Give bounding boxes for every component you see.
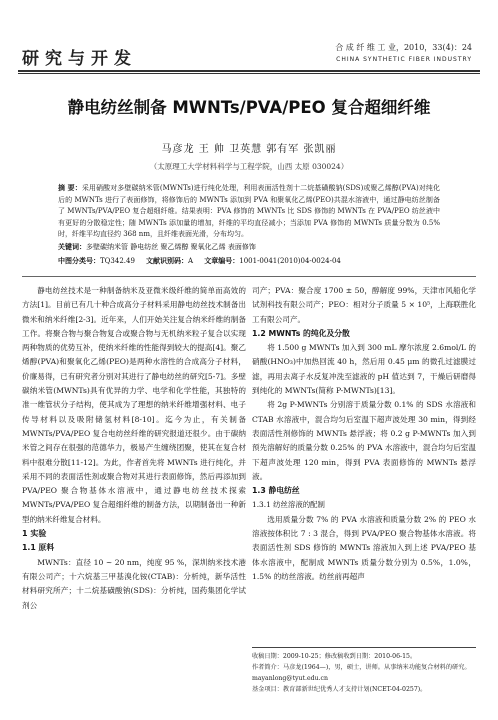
- journal-en: CHINA SYNTHETIC FIBER INDUSTRY: [336, 56, 472, 63]
- purification-paragraph-1: 将 1.500 g MWNTs 加入到 300 mL 摩尔浓度 2.6mol/L 的硝酸(HNO₃)中加热回流 40 h，然后用 0.45 μm 的微孔过滤膜过滤，再用去离子水反复冲洗至滤液的 pH 值达到 7，干燥后研磨得到纯化的 MWNTs(简称 P-MWNTs)[13]。: [252, 343, 476, 396]
- journal-info: [335, 42, 472, 66]
- footnote-received: 收稿日期：2009-10-25；修改稿收到日期：2010-06-15。: [252, 653, 417, 660]
- header-rule-thin: [18, 73, 480, 74]
- keywords-text: 多壁碳纳米管 静电纺丝 聚乙烯醇 聚氧化乙烯 表面修饰: [86, 243, 256, 251]
- abstract-label: 摘 要：: [58, 184, 82, 192]
- footnote: [252, 647, 476, 695]
- heading-experiment: 1 实验: [22, 529, 47, 539]
- abstract: [58, 183, 440, 241]
- left-column: [22, 284, 246, 613]
- paper-title: 静电纺丝制备 MWNTs/PVA/PEO 复合超细纤维: [67, 98, 431, 117]
- journal-cn: 合 成 纤 维 工 业，2010，33(4)：24: [335, 43, 472, 52]
- authors: 马彦龙 王 帅 卫英慧 郭有军 张凯丽: [161, 144, 337, 155]
- classification: [58, 256, 440, 266]
- heading-electrospinning: 1.3 静电纺丝: [252, 486, 300, 496]
- abstract-text: 采用硝酸对多壁碳纳米管(MWNTs)进行纯化处理，利用表面活性剂十二烷基磺酸钠(SDS)或聚乙烯醇(PVA)对纯化后的 MWNTs 进行了表面修饰，将修饰后的 MWNTs 添加到 PVA 和聚氧化乙烯(PEO)共混水溶液中，通过静电纺丝制备了 MWNTs/PVA/PEO 复合超细纤维。结果表明：PVA 修饰的 MWNTs 比 SDS 修饰的 MWNTs 在 PVA/PEO 纺丝液中有更好的分散稳定性；随 MWNTs 添加量的增加，纤维的平均直径减小；当添加 PVA 修饰的 MWNTs 质量分数为 0.5%时，纤维平均直径约 368 nm，且纤维表面光滑，分布均匀。: [58, 184, 440, 239]
- id-label: 文章编号：: [204, 257, 240, 265]
- solution-paragraph: 选用质量分数 7% 的 PVA 水溶液和质量分数 2% 的 PEO 水溶液按体积比 7 : 3 混合，得到 PVA/PEO 聚合物基体水溶液。将表面活性剂 SDS 修饰的 MWNTs 溶液加入到上述 PVA/PEO 基体水溶液中，配制成 MWNTs 质量分数分别为 0.5%，1.0%，1.5% 的纺丝溶液。纺丝前再超声: [252, 514, 476, 581]
- materials-continued: 司产；PVA：聚合度 1700 ± 50，醇解度 99%，天津市风船化学试剂科技有限公司产；PEO：相对分子质量 5 × 10⁵，上海联胜化工有限公司产。: [252, 286, 476, 324]
- purification-paragraph-2: 将 2g P-MWNTs 分别溶于质量分数 0.1% 的 SDS 水溶液和 CTAB 水溶液中，混合均匀后室温下超声波处理 30 min，得到经表面活性剂修饰的 MWNTs 悬浮液；将 0.2 g P-MWNTs 加入到预先溶解好的质量分数 0.25% 的 PVA 水溶液中，混合均匀后室温下超声波处理 120 min，得到 PVA 表面修饰的 MWNTs 悬浮液。: [252, 400, 476, 481]
- keywords: [58, 242, 440, 253]
- header-rule: [18, 70, 480, 72]
- clc-label: 中图分类号：: [58, 257, 100, 265]
- id-value: 1001-0041(2010)04-0024-04: [239, 257, 341, 265]
- affiliation: （太原理工大学材料科学与工程学院，山西 太原 030024）: [149, 162, 349, 171]
- materials-paragraph: MWNTs：直径 10 ~ 20 nm，纯度 95 %，深圳纳米技术港有限公司产；十六烷基三甲基溴化铵(CTAB)：分析纯，新华活性材料研究所产；十二烷基磺酸钠(SDS)：分析纯，国药集团化学试剂公: [22, 557, 246, 610]
- footnote-fund: 基金项目：教育部新世纪优秀人才支持计划(NCET-04-0257)。: [252, 686, 427, 693]
- footnote-author: 作者简介：马彦龙(1964—)，男，硕士，讲师。从事纳米功能复合材料的研究。mayanlong@tyut.edu.cn: [252, 664, 471, 682]
- doc-label: 文献识别码：: [146, 257, 189, 265]
- clc-value: TQ342.49: [100, 257, 135, 265]
- doc-value: A: [188, 257, 194, 265]
- right-column: [252, 284, 476, 584]
- keywords-label: 关键词：: [58, 243, 86, 251]
- section-tag: 研究与开发: [22, 49, 137, 69]
- heading-solution-prep: 1.3.1 纺丝溶液的配制: [252, 500, 325, 510]
- heading-purification: 1.2 MWNTs 的纯化及分散: [252, 328, 350, 338]
- abstract-rule: [22, 276, 476, 277]
- intro-paragraph: 静电纺丝技术是一种制备纳米及亚微米级纤维的简单而高效的方法[1]。目前已有几十种合成高分子材料采用静电纺丝技术制备出微米和纳米纤维[2-3]。近年来，人们开始关注复合纳米纤维的制备工作。将聚合物与聚合物复合或聚合物与无机纳米粒子复合以实现两种物质的优势互补，使纳米纤维的性能得到较大的提高[4]。聚乙烯醇(PVA)和聚氧化乙烯(PEO)是两种水溶性的合成高分子材料，价廉易得，已有研究者分别对其进行了静电纺丝的研究[5-7]。多壁碳纳米管(MWNTs)具有优异的力学、电学和化学性能，其独特的准一维管状分子结构，使其成为了理想的纳米纤维增强材料、电子传导材料以及吸附储氢材料[8-10]。迄今为止，有关制备 MWNTs/PVA/PEO 复合电纺丝纤维的研究报道还很少。由于碳纳米管之间存在很强的范德华力，极易产生缠绕团聚，使其在复合材料中很难分散[11-12]。为此，作者首先将 MWNTs 进行纯化，并采用不同的表面活性剂或聚合物对其进行表面修饰，然后再添加到 PVA/PEO 聚合物基体水溶液中，通过静电纺丝技术探索 MWNTs/PVA/PEO 复合超细纤维的制备方法，以期制备出一种新型的纳米纤维复合材料。: [22, 286, 246, 524]
- heading-materials: 1.1 原料: [22, 543, 55, 553]
